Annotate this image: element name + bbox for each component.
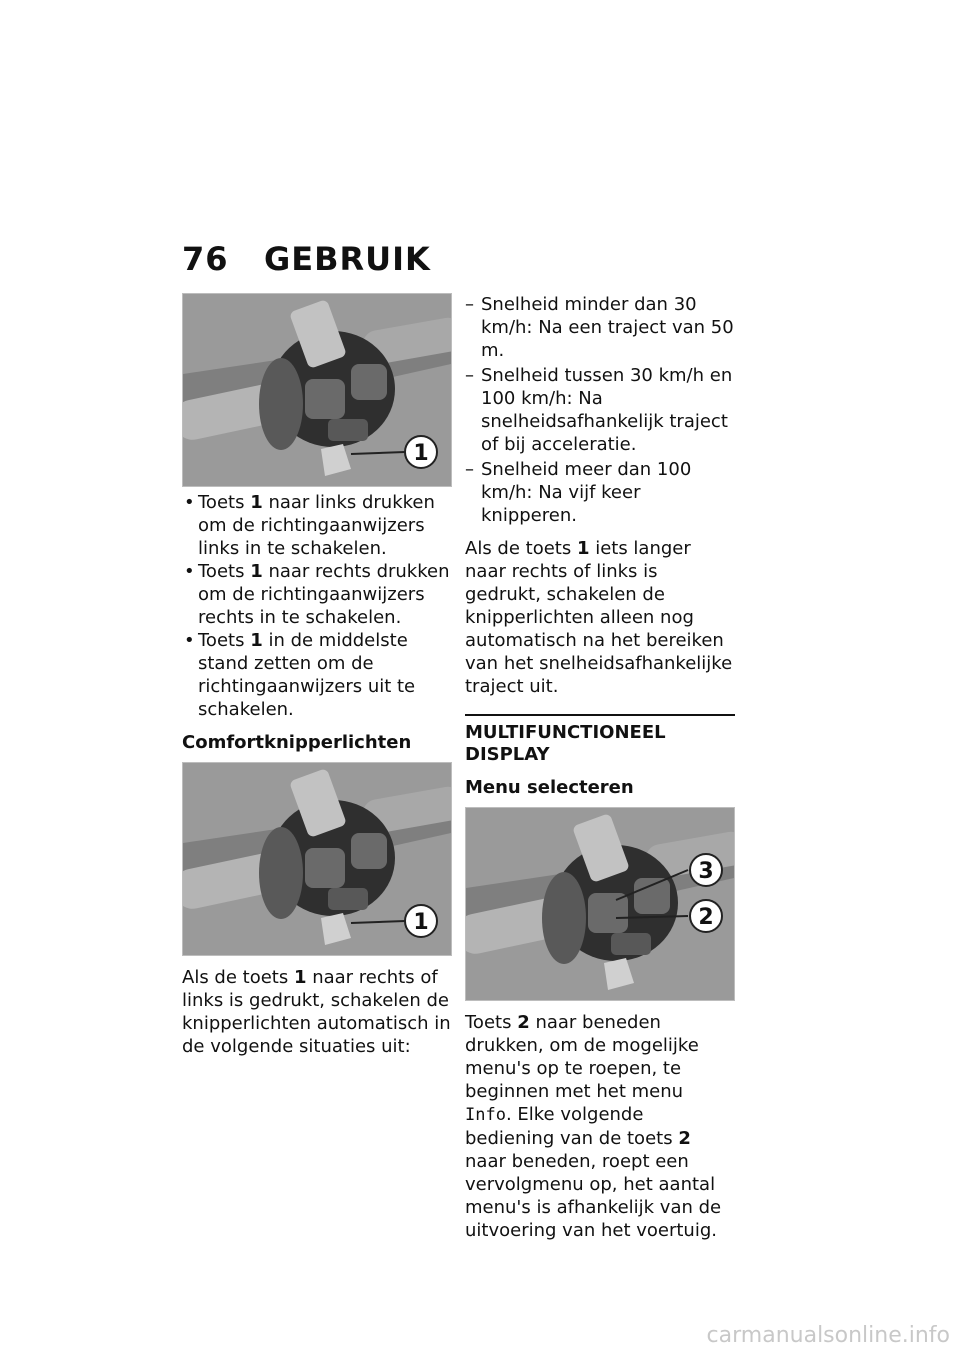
menu-info-code: Info — [465, 1105, 506, 1125]
right-column — [465, 293, 735, 1252]
handlebar-illustration — [466, 808, 734, 1000]
handlebar-illustration — [183, 763, 451, 955]
list-item: – Snelheid meer dan 100 km/h: Na vijf keer knipperen. — [465, 458, 735, 527]
list-item: • Toets 1 in de middelste stand zetten om de richtingaanwijzers uit te schakelen. — [182, 629, 452, 721]
list-item: • Toets 1 naar links drukken om de richtingaanwijzers links in te schakelen. — [182, 491, 452, 560]
figure-handlebar-switch-1 — [182, 293, 452, 487]
bullet-list — [182, 491, 452, 721]
callout-2: 2 — [698, 905, 714, 930]
figure-handlebar-menu — [465, 807, 735, 1001]
paragraph-long-press: Als de toets 1 iets langer naar rechts of links is gedrukt, schakelen de knipperlichten alleen nog automatisch na het bereiken van het snelheidsafhankelijke traject uit. — [465, 538, 733, 697]
page-number: 76 — [182, 240, 229, 278]
dash-list — [465, 293, 735, 527]
paragraph-auto-off: Als de toets 1 naar rechts of links is gedrukt, schakelen de knipperlichten automatisch in de volgende situaties uit: — [182, 967, 451, 1057]
list-item: • Toets 1 naar rechts drukken om de richtingaanwijzers rechts in te schakelen. — [182, 560, 452, 629]
list-item: – Snelheid tussen 30 km/h en 100 km/h: Na snelheidsafhankelijk traject of bij acceleratie. — [465, 364, 735, 456]
list-item: – Snelheid minder dan 30 km/h: Na een traject van 50 m. — [465, 293, 735, 362]
section-title-multifunction: MULTIFUNCTIONEEL DISPLAY — [465, 714, 735, 766]
section-title-header: GEBRUIK — [264, 240, 431, 278]
page-header — [182, 240, 431, 278]
figure-handlebar-switch-2 — [182, 762, 452, 956]
subheading-menu-select: Menu selecteren — [465, 777, 634, 798]
watermark: carmanualsonline.info — [706, 1323, 950, 1348]
left-column — [182, 293, 452, 1068]
paragraph-menu: Toets 2 naar beneden drukken, om de mogelijke menu's op te roepen, te beginnen met het menu Info. Elke volgende bediening van de toets 2 naar beneden, roept een vervolgmenu op, het aantal menu's is afhankelijk van de uitvoering van het voertuig. — [465, 1012, 722, 1241]
subheading-comfort: Comfortknipperlichten — [182, 732, 412, 753]
callout-3: 3 — [698, 859, 714, 884]
callout-1: 1 — [413, 910, 429, 935]
callout-1: 1 — [413, 441, 429, 466]
handlebar-illustration — [183, 294, 451, 486]
